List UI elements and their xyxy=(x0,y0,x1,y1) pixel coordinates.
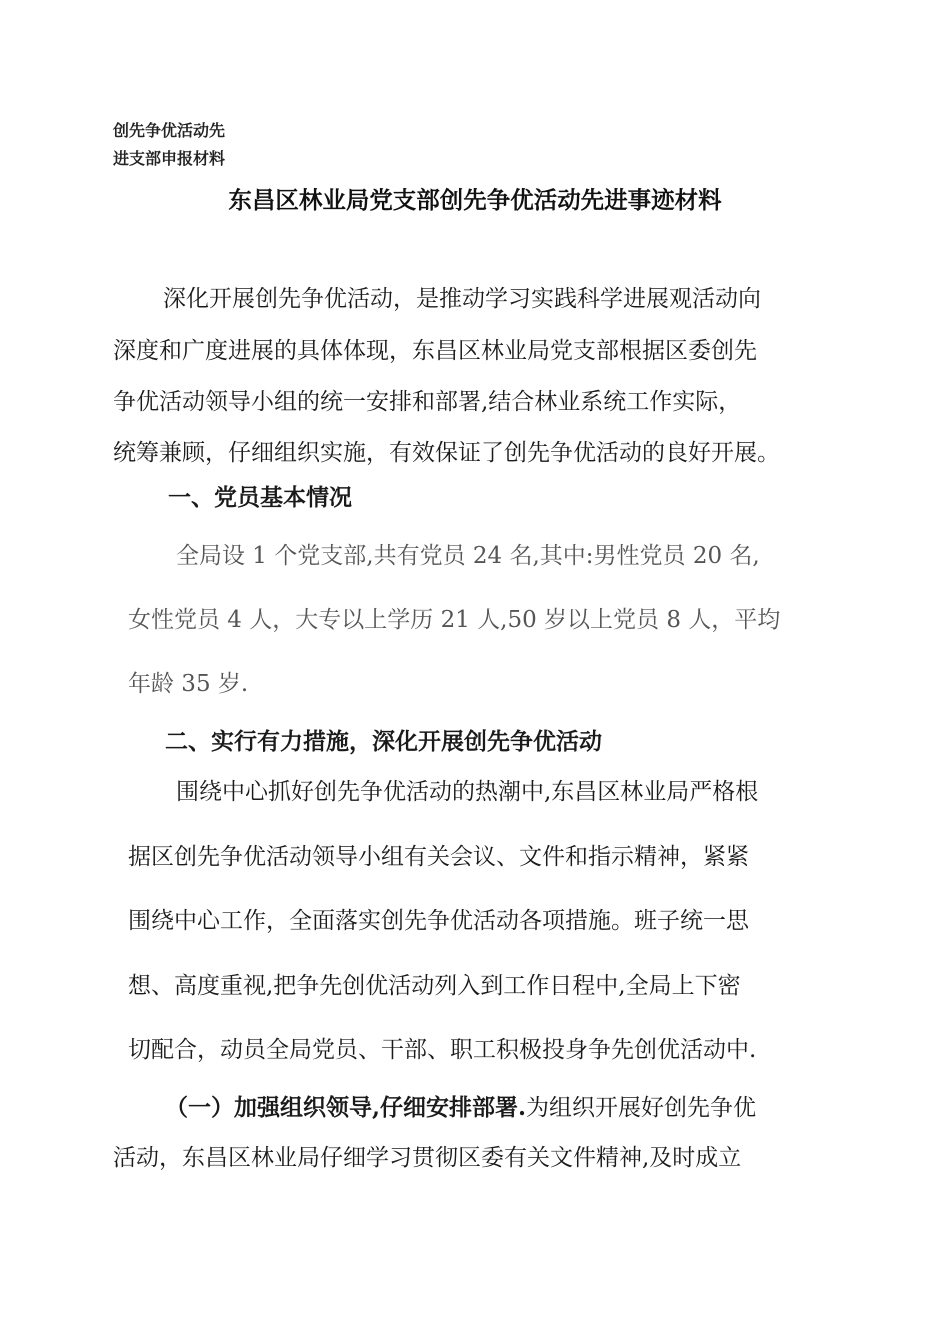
section2-line-4: 想、高度重视,把争先创优活动列入到工作日程中,全局上下密 xyxy=(128,973,741,999)
section1-line-3: 年龄 35 岁. xyxy=(128,671,249,697)
intro-line-1: 深化开展创先争优活动，是推动学习实践科学进展观活动向 xyxy=(163,286,761,312)
subsection1-line-2: 活动，东昌区林业局仔细学习贯彻区委有关文件精神,及时成立 xyxy=(113,1145,742,1171)
document-title: 东昌区林业局党支部创先争优活动先进事迹材料 xyxy=(228,186,722,214)
intro-line-2: 深度和广度进展的具体体现，东昌区林业局党支部根据区委创先 xyxy=(113,338,757,364)
section1-line-2: 女性党员 4 人，大专以上学历 21 人,50 岁以上党员 8 人，平均 xyxy=(128,607,781,633)
header-note-line2: 进支部申报材料 xyxy=(113,149,226,168)
header-note-line1: 创先争优活动先 xyxy=(113,121,226,140)
section2-line-1: 围绕中心抓好创先争优活动的热潮中,东昌区林业局严格根 xyxy=(176,779,759,805)
intro-line-3: 争优活动领导小组的统一安排和部署,结合林业系统工作实际， xyxy=(113,389,742,415)
section2-line-3: 围绕中心工作，全面落实创先争优活动各项措施。班子统一思 xyxy=(128,908,749,934)
subsection1-lead: （一）加强组织领导,仔细安排部署. xyxy=(165,1094,527,1121)
subsection1-lead-rest: 为组织开展好创先争优 xyxy=(526,1095,757,1121)
section2-line-2: 据区创先争优活动领导小组有关会议、文件和指示精神，紧紧 xyxy=(128,844,749,870)
subsection1-line-1 xyxy=(165,1092,756,1124)
section1-heading: 一、党员基本情况 xyxy=(168,484,352,511)
intro-line-4: 统筹兼顾，仔细组织实施，有效保证了创先争优活动的良好开展。 xyxy=(113,440,780,466)
section1-line-1: 全局设 1 个党支部,共有党员 24 名,其中:男性党员 20 名, xyxy=(176,543,760,569)
section2-heading: 二、实行有力措施，深化开展创先争优活动 xyxy=(165,728,602,755)
section2-line-5: 切配合，动员全局党员、干部、职工积极投身争先创优活动中. xyxy=(128,1037,757,1063)
